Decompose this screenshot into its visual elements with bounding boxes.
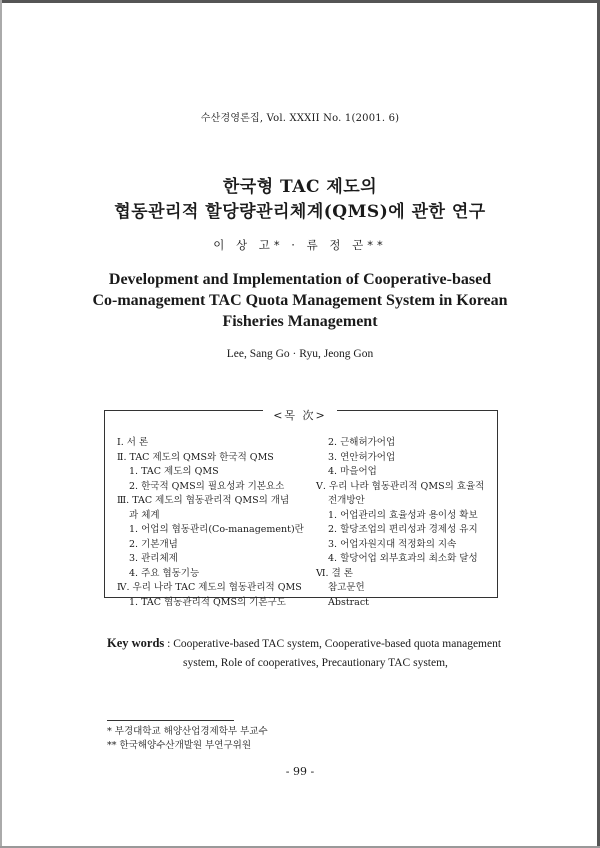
- toc-item: Ⅵ. 결 론: [316, 567, 353, 579]
- toc-item: 1. 어업관리의 효율성과 용이성 확보: [328, 509, 478, 521]
- toc-item: Ⅴ. 우리 나라 협동관리적 QMS의 효율적: [316, 480, 485, 492]
- footnote-separator: [107, 720, 234, 721]
- toc-item: 2. 한국적 QMS의 필요성과 기본요소: [129, 480, 285, 492]
- toc-item: Abstract: [328, 596, 369, 608]
- toc-item: 2. 기본개념: [129, 538, 178, 550]
- toc-item: 1. TAC 제도의 QMS: [129, 466, 219, 477]
- toc-item: 3. 관리체제: [129, 553, 178, 564]
- toc-item: 3. 연안허가어업: [328, 451, 396, 463]
- toc-item: 2. 할당조업의 편리성과 경제성 유지: [328, 524, 478, 535]
- toc-item: 참고문헌: [328, 582, 365, 593]
- english-title-line-2: Co-management TAC Quota Management System in Korean: [92, 292, 508, 309]
- toc-item: 4. 할당어업 외부효과의 최소화 달성: [328, 553, 478, 564]
- footnote-author-2: ** 한국해양수산개발원 부연구위원: [107, 740, 252, 751]
- toc-item: 4. 마을어업: [328, 466, 377, 477]
- korean-authors: 이 상 고* · 류 정 곤**: [213, 238, 387, 252]
- english-title-line-3: Fisheries Management: [222, 313, 378, 330]
- page-number: - 99 -: [285, 765, 315, 778]
- keywords-block: [107, 634, 502, 673]
- toc-left-column: [117, 436, 307, 610]
- toc-item: Ⅳ. 우리 나라 TAC 제도의 협동관리적 QMS: [117, 582, 302, 593]
- keywords-line-2: system, Role of cooperatives, Precautionary TAC system,: [183, 657, 448, 669]
- toc-item: Ⅱ. TAC 제도의 QMS와 한국적 QMS: [117, 451, 274, 463]
- toc-item: Ⅲ. TAC 제도의 협동관리적 QMS의 개념: [117, 495, 290, 506]
- toc-item: 과 체계: [129, 509, 160, 521]
- page-border-top: [0, 0, 600, 3]
- page-border-left: [0, 0, 2, 848]
- korean-title-line-2: 협동관리적 할당량관리체계(QMS)에 관한 연구: [114, 202, 486, 222]
- toc-right-column: [316, 436, 490, 610]
- toc-heading-text: <목 次>: [263, 409, 337, 422]
- english-title-line-1: Development and Implementation of Cooperative-based: [108, 271, 492, 288]
- keywords-label: Key words: [107, 636, 165, 650]
- toc-item: 4. 주요 협동기능: [129, 567, 200, 579]
- korean-title-line-1: 한국형 TAC 제도의: [222, 177, 378, 197]
- toc-item: Ⅰ. 서 론: [117, 437, 149, 448]
- toc-item: 2. 근해허가어업: [328, 437, 396, 448]
- footnote-author-1: * 부경대학교 해양산업경제학부 부교수: [107, 726, 268, 737]
- toc-item: 전개방안: [328, 495, 365, 506]
- toc-item: 3. 어업자원지대 적정화의 지속: [328, 538, 457, 550]
- toc-heading: [0, 404, 600, 423]
- journal-header: 수산경영론집, Vol. XXXII No. 1(2001. 6): [200, 113, 400, 124]
- keywords-line-1: : Cooperative-based TAC system, Cooperative-based quota management: [167, 638, 502, 650]
- toc-item: 1. TAC 협동관리적 QMS의 기본구도: [129, 596, 286, 608]
- english-authors: Lee, Sang Go · Ryu, Jeong Gon: [226, 348, 374, 360]
- toc-item: 1. 어업의 협동관리(Co-management)란: [129, 524, 304, 535]
